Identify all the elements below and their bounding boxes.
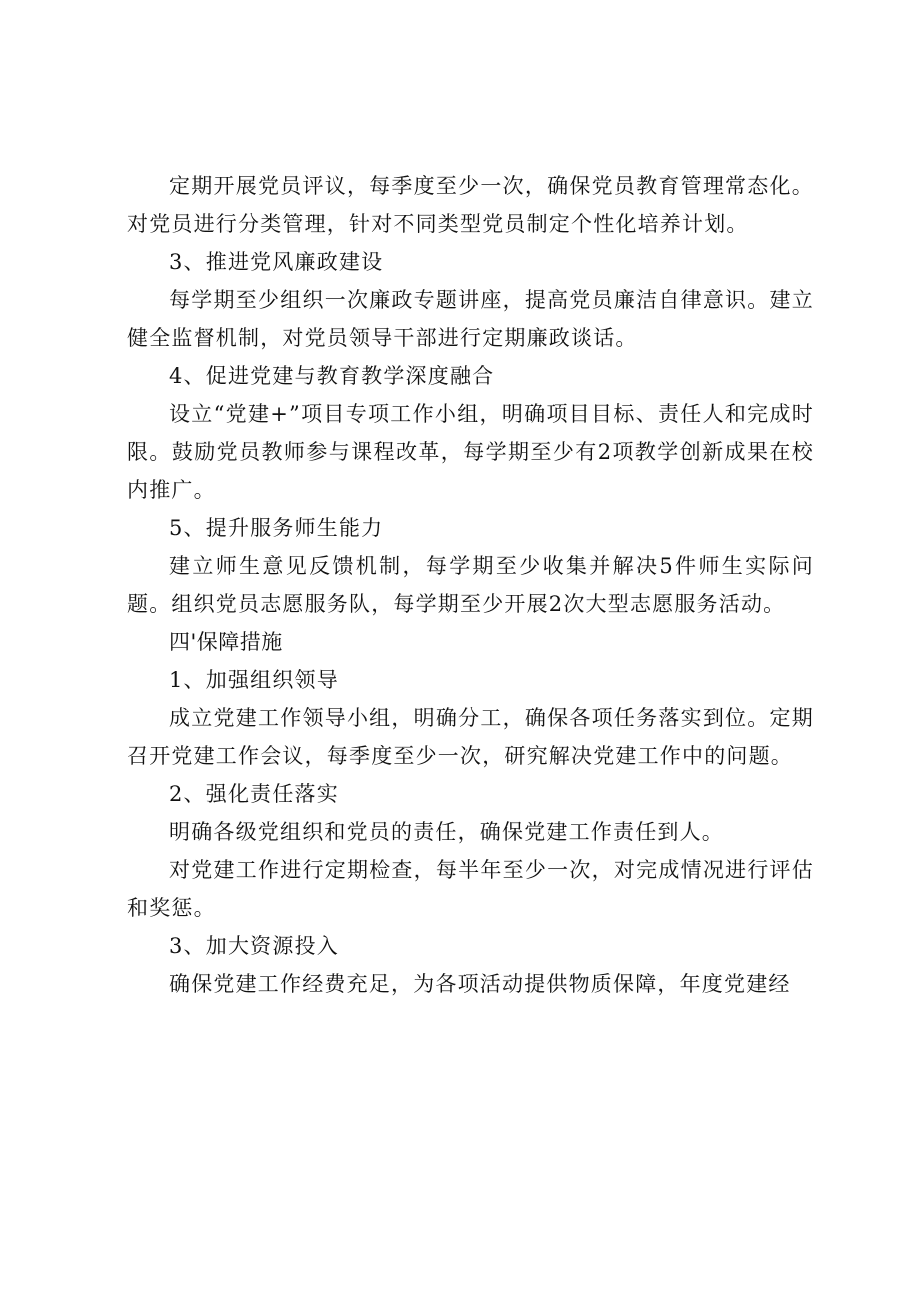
document-body <box>127 167 814 1003</box>
paragraph-inspection: 对党建工作进行定期检查，每半年至少一次，对完成情况进行评估和奖惩。 <box>127 858 814 920</box>
paragraph-resources: 确保党建工作经费充足，为各项活动提供物质保障，年度党建经 <box>169 972 791 996</box>
section-heading-safeguards: 四'保障措施 <box>169 630 283 654</box>
paragraph-integration: 设立“党建+”项目专项工作小组，明确项目目标、责任人和完成时限。鼓励党员教师参与课程改革，每学期至少有2项教学创新成果在校内推广。 <box>127 402 814 502</box>
paragraph-leadership: 成立党建工作领导小组，明确分工，确保各项任务落实到位。定期召开党建工作会议，每季度至少一次，研究解决党建工作中的问题。 <box>127 706 814 768</box>
item-3-resources: 3、加大资源投入 <box>169 934 339 958</box>
item-4-integration: 4、促进党建与教育教学深度融合 <box>169 364 495 388</box>
paragraph-member-review: 定期开展党员评议，每季度至少一次，确保党员教育管理常态化。对党员进行分类管理，针对不同类型党员制定个性化培养计划。 <box>127 174 814 236</box>
paragraph-service: 建立师生意见反馈机制，每学期至少收集并解决5件师生实际问题。组织党员志愿服务队，每学期至少开展2次大型志愿服务活动。 <box>127 554 814 616</box>
item-5-service: 5、提升服务师生能力 <box>169 516 384 540</box>
item-3-integrity: 3、推进党风廉政建设 <box>169 250 384 274</box>
paragraph-integrity: 每学期至少组织一次廉政专题讲座，提高党员廉洁自律意识。建立健全监督机制，对党员领导干部进行定期廉政谈话。 <box>127 288 814 350</box>
item-1-leadership: 1、加强组织领导 <box>169 668 339 692</box>
paragraph-responsibility: 明确各级党组织和党员的责任，确保党建工作责任到人。 <box>169 820 724 844</box>
item-2-responsibility: 2、强化责任落实 <box>169 782 339 806</box>
